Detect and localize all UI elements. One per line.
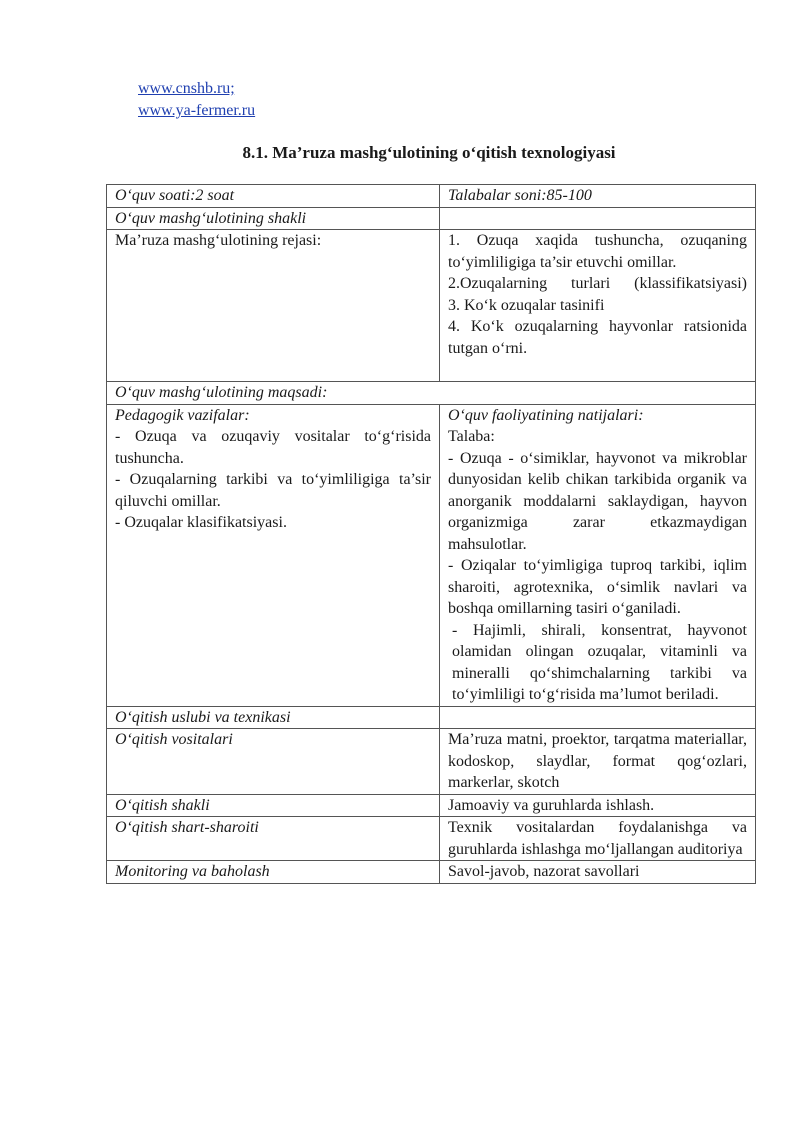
plan-item: 2.Ozuqalarning turlari (klassifikatsiyasi): [448, 275, 747, 292]
result-item: - Oziqalar to‘yimligiga tuproq tarkibi, iqlim sharoiti, agrotexnika, o‘simlik navlari va boshqa omillarning tasiri o‘ganiladi.: [448, 557, 747, 617]
table-row: [107, 382, 756, 405]
lesson-plan-table: [106, 184, 756, 884]
conditions-value: Texnik vositalardan foydalanishga va guruhlarda ishlashga mo‘ljallangan auditoriya: [440, 817, 756, 861]
form-label: O‘quv mashg‘ulotining shakli: [107, 207, 440, 230]
plan-item: 3. Ko‘k ozuqalar tasinifi: [448, 296, 605, 314]
table-row: [107, 794, 756, 817]
result-item: - Hajimli, shirali, konsentrat, hayvonot olamidan olingan ozuqalar, vitaminli va mineralli qo‘shimchalarning tarkibi va to‘yimliligi to‘g‘risida ma’lumot beriladi.: [452, 621, 747, 703]
hours-cell: O‘quv soati:2 soat: [107, 185, 440, 208]
plan-item: 4. Ko‘k ozuqalarning hayvonlar ratsionida tutgan o‘rni.: [448, 318, 747, 357]
table-row: [107, 230, 756, 382]
pedagogical-item: - Ozuqa va ozuqaviy vositalar to‘g‘risida tushuncha.: [115, 428, 431, 467]
shape-value: Jamoaviy va guruhlarda ishlash.: [440, 794, 756, 817]
pedagogical-title: Pedagogik vazifalar:: [115, 406, 250, 424]
monitoring-value: Savol-javob, nazorat savollari: [440, 861, 756, 884]
goal-label: O‘quv mashg‘ulotining maqsadi:: [107, 382, 756, 405]
reference-links: [138, 78, 255, 122]
learning-results: [440, 404, 756, 706]
table-row: [107, 706, 756, 729]
plan-item: 1. Ozuqa xaqida tushuncha, ozuqaning to‘yimliligiga ta’sir etuvchi omillar.: [448, 232, 747, 271]
pedagogical-item: - Ozuqalar klasifikatsiyasi.: [115, 514, 287, 531]
result-item: - Ozuqa - o‘simiklar, hayvonot va mikroblar dunyosidan kelib chikan tarkibida organik va anorganik moddalarni saklaydigan, hayvon organizmiga zarar etkazmaydigan mahsulotlar.: [448, 449, 747, 553]
results-subtitle: Talaba:: [448, 428, 495, 445]
link-ya-fermer[interactable]: www.ya-fermer.ru: [138, 102, 256, 119]
table-row: [107, 729, 756, 795]
section-heading: 8.1. Ma’ruza mashg‘ulotining o‘qitish texnologiyasi: [242, 143, 616, 162]
pedagogical-item: - Ozuqalarning tarkibi va to‘yimliligiga ta’sir qiluvchi omillar.: [115, 471, 431, 510]
pedagogical-tasks: [107, 404, 440, 706]
plan-list: [440, 230, 756, 382]
table-row: [107, 185, 756, 208]
method-label: O‘qitish uslubi va texnikasi: [107, 706, 440, 729]
tools-label: O‘qitish vositalari: [107, 729, 440, 795]
students-cell: Talabalar soni:85-100: [440, 185, 756, 208]
link-cnshb[interactable]: www.cnshb.ru;: [138, 80, 235, 97]
table-row: [107, 404, 756, 706]
conditions-label: O‘qitish shart-sharoiti: [107, 817, 440, 861]
monitoring-label: Monitoring va baholash: [107, 861, 440, 884]
tools-value: Ma’ruza matni, proektor, tarqatma materiallar, kodoskop, slaydlar, format qog‘ozlari, markerlar, skotch: [440, 729, 756, 795]
table-row: [107, 207, 756, 230]
shape-label: O‘qitish shakli: [107, 794, 440, 817]
method-value: [440, 706, 756, 729]
table-row: [107, 861, 756, 884]
form-value: [440, 207, 756, 230]
plan-label: Ma’ruza mashg‘ulotining rejasi:: [107, 230, 440, 382]
table-row: [107, 817, 756, 861]
results-title: O‘quv faoliyatining natijalari:: [448, 406, 644, 424]
